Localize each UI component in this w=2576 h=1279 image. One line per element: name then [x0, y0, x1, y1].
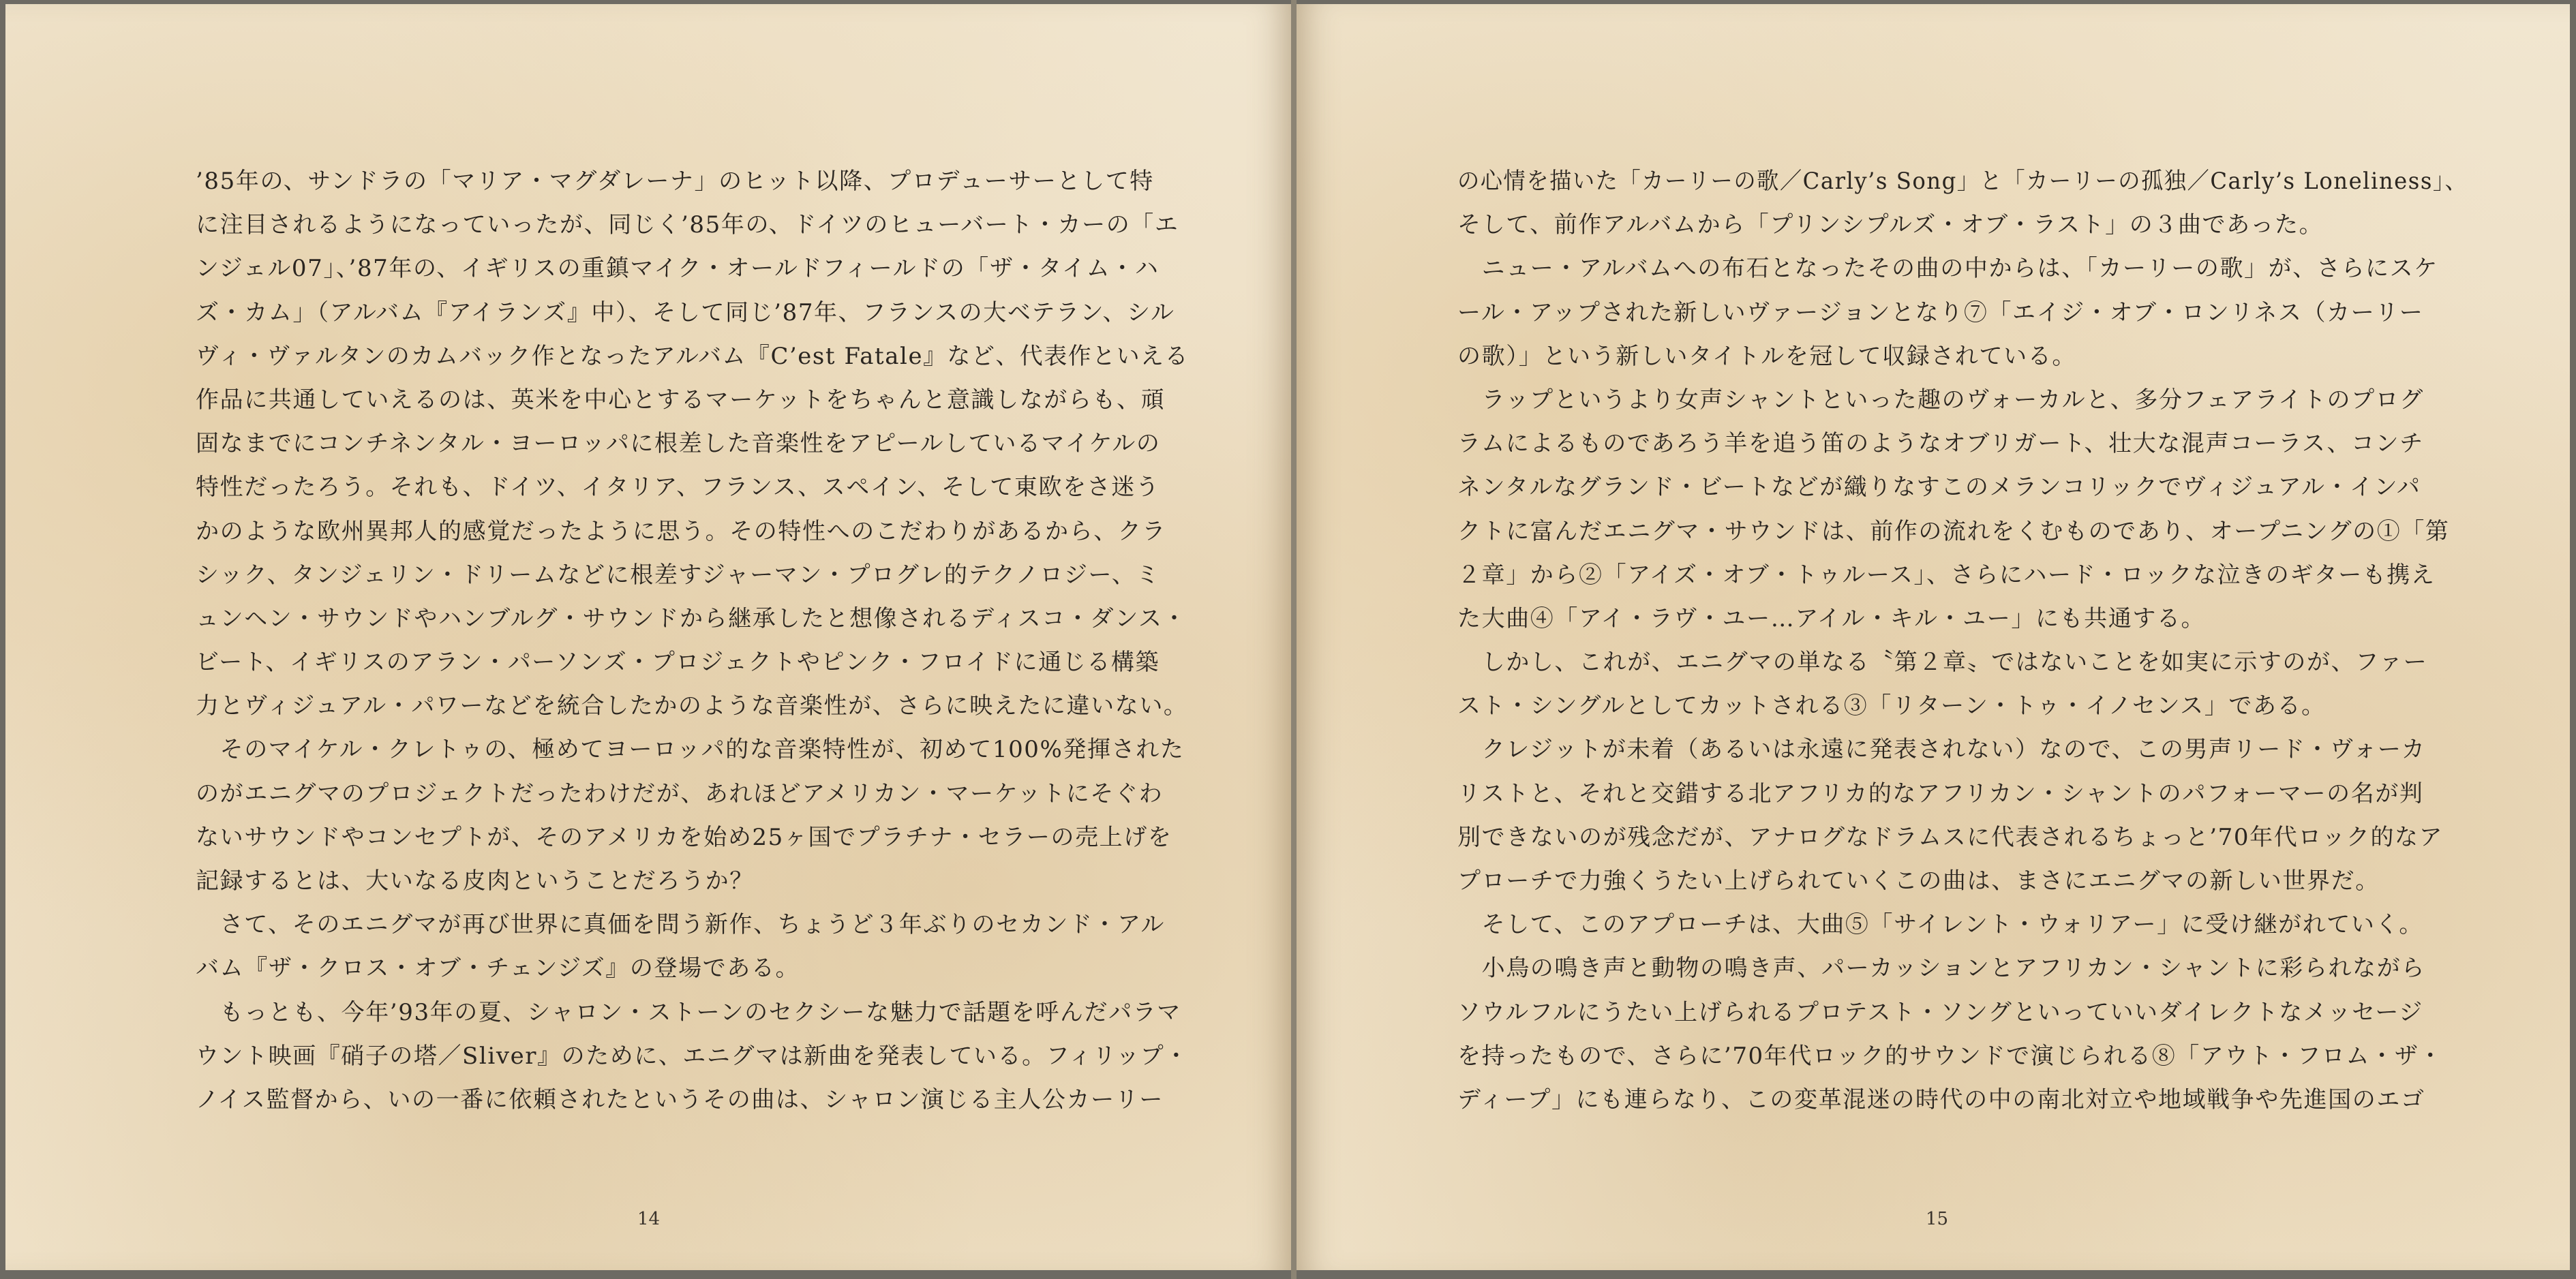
- text-line: 特性だったろう。それも、ドイツ、イタリア、フランス、スペイン、そして東欧をさ迷う: [196, 474, 1160, 502]
- text-line: リストと、それと交錯する北アフリカ的なアフリカン・シャントのパフォーマーの名が判: [1457, 780, 2424, 807]
- text-line: ヴィ・ヴァルタンのカムバック作となったアルバム『C’est Fatale』など、代表作といえる: [196, 342, 1189, 370]
- text-line: ニュー・アルバムへの布石となったその曲の中からは、「カーリーの歌」が、さらにスケ: [1457, 255, 2438, 283]
- text-line: そして、前作アルバムから「プリンシプルズ・オブ・ラスト」の３曲であった。: [1457, 211, 2324, 239]
- text-line: た大曲④「アイ・ラヴ・ユー…アイル・キル・ユー」にも共通する。: [1457, 604, 2206, 632]
- text-line: 別できないのが残念だが、アナログなドラムスに代表されるちょっと’70年代ロック的なア: [1457, 823, 2444, 851]
- text-line: もっとも、今年’93年の夏、シャロン・ストーンのセクシーな魅力で話題を呼んだパラマ: [196, 998, 1181, 1026]
- text-line: に注目されるようになっていったが、同じく’85年の、ドイツのヒューバート・カーの「エ: [196, 211, 1179, 239]
- text-line: 作品に共通していえるのは、英米を中心とするマーケットをちゃんと意識しながらも、頑: [196, 386, 1166, 414]
- right-page: [1297, 4, 2570, 1270]
- page-number-left: 14: [637, 1209, 661, 1229]
- text-line: ２章」から②「アイズ・オブ・トゥルース」、さらにハード・ロックな泣きのギターも携え: [1457, 561, 2436, 589]
- page-number-right: 15: [1926, 1209, 1949, 1229]
- text-line: ンジェル07」、’87年の、イギリスの重鎮マイク・オールドフィールドの「ザ・タイム・ハ: [196, 255, 1160, 283]
- text-line: ズ・カム」（アルバム『アイランズ』中）、そして同じ’87年、フランスの大ベテラン、シル: [196, 298, 1175, 326]
- text-line: ウント映画『硝子の塔／Sliver』のために、エニグマは新曲を発表している。フィリップ・: [196, 1042, 1189, 1070]
- text-line: そして、このアプローチは、大曲⑤「サイレント・ウォリアー」に受け継がれていく。: [1457, 911, 2424, 939]
- text-line: ール・アップされた新しいヴァージョンとなり⑦「エイジ・オブ・ロンリネス（カーリー: [1457, 298, 2424, 326]
- text-line: を持ったもので、さらに’70年代ロック的サウンドで演じられる⑧「アウト・フロム・ザ・: [1457, 1042, 2443, 1070]
- text-line: 記録するとは、大いなる皮肉ということだろうか？: [196, 867, 754, 895]
- text-line: ないサウンドやコンセプトが、そのアメリカを始め25ヶ国でプラチナ・セラーの売上げを: [196, 823, 1172, 851]
- text-line: ネンタルなグランド・ビートなどが織りなすこのメランコリックでヴィジュアル・インパ: [1457, 474, 2421, 502]
- text-line: ’85年の、サンドラの「マリア・マグダレーナ」のヒット以降、プロデューサーとして特: [196, 168, 1154, 195]
- text-line: 固なまでにコンチネンタル・ヨーロッパに根差した音楽性をアピールしているマイケルの: [196, 430, 1161, 458]
- text-line: しかし、これが、エニグマの単なる〝第２章〟ではないことを如実に示すのが、ファー: [1457, 649, 2428, 677]
- text-line: のがエニグマのプロジェクトだったわけだが、あれほどアメリカン・マーケットにそぐわ: [196, 780, 1164, 807]
- text-line: ビート、イギリスのアラン・パーソンズ・プロジェクトやピンク・フロイドに通じる構築: [196, 649, 1160, 677]
- binding-gutter: [1291, 0, 1297, 1279]
- text-line: ュンヘン・サウンドやハンブルグ・サウンドから継承したと想像されるディスコ・ダンス・: [196, 604, 1187, 632]
- text-line: シック、タンジェリン・ドリームなどに根差すジャーマン・プログレ的テクノロジー、ミ: [196, 561, 1160, 589]
- text-line: クレジットが未着（あるいは永遠に発表されない）なので、この男声リード・ヴォーカ: [1457, 736, 2426, 764]
- text-line: そのマイケル・クレトゥの、極めてヨーロッパ的な音楽特性が、初めて100%発揮された: [196, 736, 1185, 764]
- text-line: さて、そのエニグマが再び世界に真価を問う新作、ちょうど３年ぶりのセカンド・アル: [196, 911, 1165, 939]
- text-line: の歌）」という新しいタイトルを冠して収録されている。: [1457, 342, 2076, 370]
- text-line: 力とヴィジュアル・パワーなどを統合したかのような音楽性が、さらに映えたに違いない。: [196, 692, 1188, 720]
- text-line: ラップというより女声シャントといった趣のヴォーカルと、多分フェアライトのプログ: [1457, 386, 2424, 414]
- text-line: ラムによるものであろう羊を追う笛のようなオブリガート、壮大な混声コーラス、コンチ: [1457, 430, 2424, 458]
- text-line: ディープ」にも連らなり、この変革混迷の時代の中の南北対立や地域戦争や先進国のエゴ: [1457, 1085, 2425, 1113]
- text-line: の心情を描いた「カーリーの歌／Carly’s Song」と「カーリーの孤独／Carly’s Loneliness」、: [1457, 168, 2468, 195]
- text-line: クトに富んだエニグマ・サウンドは、前作の流れをくむものであり、オープニングの①「第: [1457, 517, 2450, 545]
- left-page-text: [196, 159, 1193, 1122]
- text-line: プローチで力強くうたい上げられていくこの曲は、まさにエニグマの新しい世界だ。: [1457, 867, 2380, 895]
- text-line: バム『ザ・クロス・オブ・チェンジズ』の登場である。: [196, 955, 800, 983]
- text-line: かのような欧州異邦人的感覚だったように思う。その特性へのこだわりがあるから、クラ: [196, 517, 1166, 545]
- text-line: ノイス監督から、いの一番に依頼されたというその曲は、シャロン演じる主人公カーリー: [196, 1085, 1164, 1113]
- text-line: ソウルフルにうたい上げられるプロテスト・ソングといっていいダイレクトなメッセージ: [1457, 998, 2423, 1026]
- left-page: [5, 4, 1291, 1270]
- text-line: スト・シングルとしてカットされる③「リターン・トゥ・イノセンス」である。: [1457, 692, 2326, 720]
- text-line: 小鳥の鳴き声と動物の鳴き声、パーカッションとアフリカン・シャントに彩られながら: [1457, 955, 2425, 983]
- right-page-text: [1457, 159, 2522, 1122]
